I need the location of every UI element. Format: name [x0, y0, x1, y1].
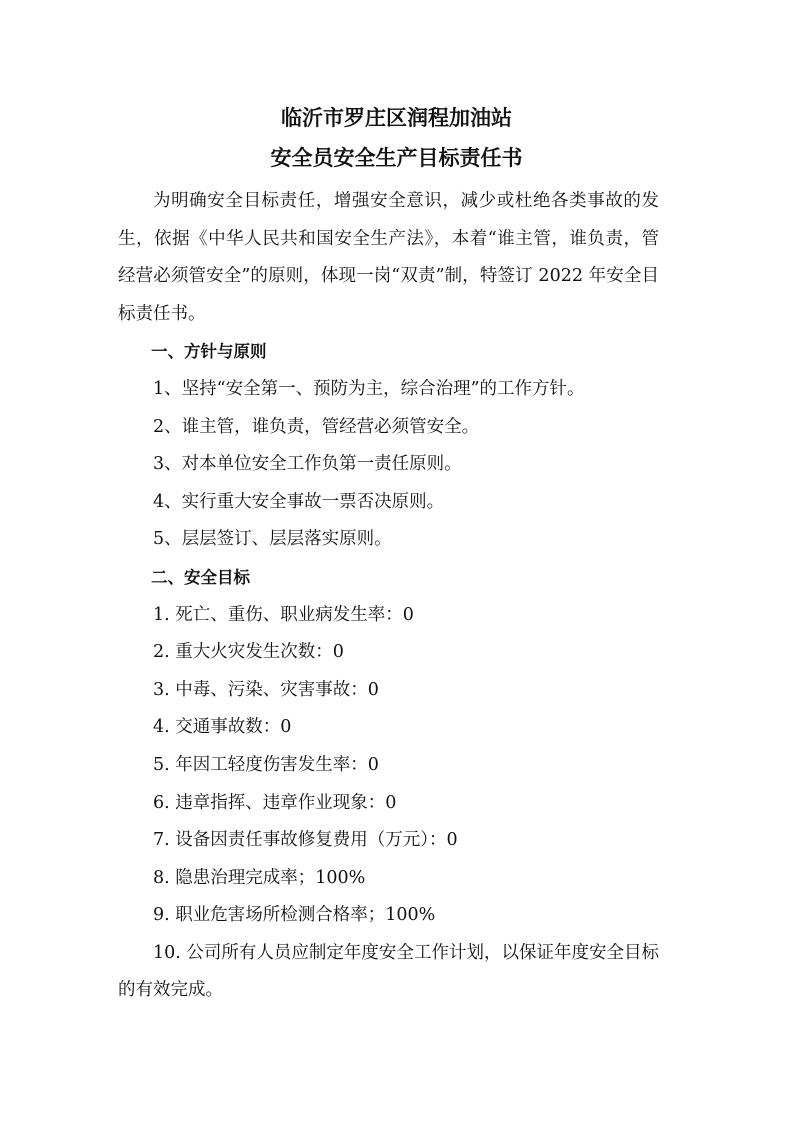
principle-item: 4、实行重大安全事故一票否决原则。 [153, 491, 445, 512]
document-body [118, 183, 659, 1010]
target-item: 3. 中毒、污染、灾害事故：0 [153, 679, 379, 700]
target-item: 10. 公司所有人员应制定年度安全工作计划，以保证年度安全目标的有效完成。 [118, 942, 659, 1001]
target-item: 6. 违章指挥、违章作业现象：0 [153, 792, 397, 813]
title-line-2: 安全员安全生产目标责任书 [270, 146, 523, 170]
target-item: 8. 隐患治理完成率；100% [153, 867, 366, 888]
intro-paragraph: 为明确安全目标责任，增强安全意识，减少或杜绝各类事故的发生，依据《中华人民共和国安全生产法》，本着“谁主管，谁负责，管经营必须管安全”的原则，体现一岗“双责”制，特签订 2022 年安全目标责任书。 [118, 191, 659, 324]
section-heading-targets: 二、安全目标 [151, 567, 250, 587]
target-item: 7. 设备因责任事故修复费用（万元）：0 [153, 830, 458, 851]
principle-item: 2、谁主管，谁负责，管经营必须管安全。 [153, 416, 480, 437]
title-line-1: 临沂市罗庄区润程加油站 [281, 106, 512, 130]
target-item: 5. 年因工轻度伤害发生率：0 [153, 754, 379, 775]
principle-item: 1、坚持“安全第一、预防为主，综合治理”的工作方针。 [153, 378, 585, 399]
target-item: 2. 重大火灾发生次数：0 [153, 642, 344, 663]
principle-item: 5、层层签订、层层落实原则。 [153, 529, 392, 550]
target-item: 1. 死亡、重伤、职业病发生率：0 [153, 604, 414, 625]
section-heading-principles: 一、方针与原则 [151, 342, 267, 362]
target-item: 9. 职业危害场所检测合格率；100% [153, 905, 436, 926]
document-title [0, 98, 793, 178]
principle-item: 3、对本单位安全工作负第一责任原则。 [153, 454, 462, 475]
target-item: 4. 交通事故数：0 [153, 717, 292, 738]
